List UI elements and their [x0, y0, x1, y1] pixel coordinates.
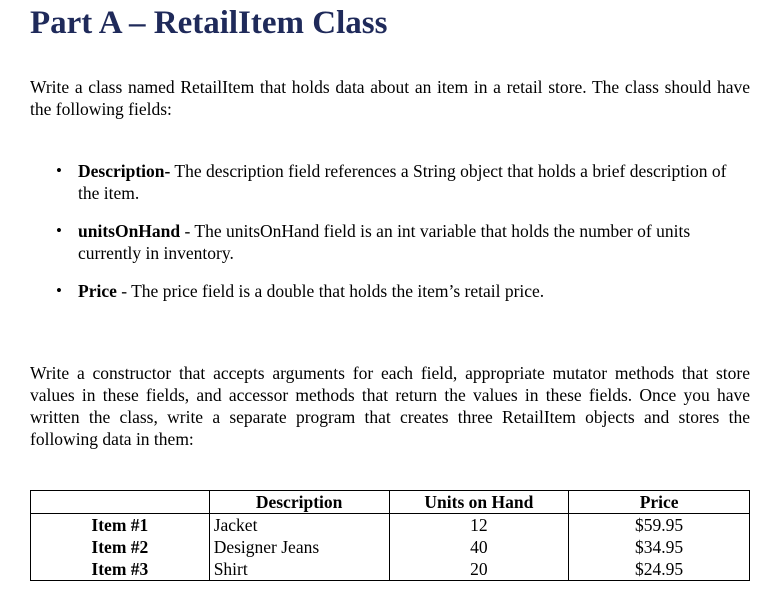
- field-text: The description field references a String object that holds a brief description of the item.: [78, 161, 727, 203]
- cell-description: Designer Jeans: [209, 536, 389, 558]
- table-header-description: Description: [209, 491, 389, 514]
- cell-units: 40: [389, 536, 569, 558]
- table-row: [31, 514, 750, 537]
- constructor-paragraph: Write a constructor that accepts arguments for each field, appropriate mutator methods that store values in these fields, and accessor methods that return the values in these fields. Once you have written the class, write a separate program that creates three RetailItem objects and stores the following data in them:: [30, 363, 750, 449]
- field-item-units-on-hand: [0, 220, 781, 264]
- row-label: Item #3: [31, 558, 210, 581]
- bullet-icon: •: [56, 221, 62, 240]
- intro-paragraph: Write a class named RetailItem that holds data about an item in a retail store. The class should have the following fields:: [30, 77, 750, 119]
- table-header-price: Price: [569, 491, 750, 514]
- table-row: [31, 536, 750, 558]
- table-row: [31, 558, 750, 581]
- field-name: Price: [78, 281, 117, 301]
- field-name: Description-: [78, 161, 171, 181]
- field-item-price: [0, 280, 781, 302]
- table-header-blank: [31, 491, 210, 514]
- cell-units: 12: [389, 514, 569, 537]
- page-title: Part A – RetailItem Class: [30, 5, 388, 41]
- cell-description: Jacket: [209, 514, 389, 537]
- cell-description: Shirt: [209, 558, 389, 581]
- field-item-description: [0, 160, 781, 204]
- bullet-icon: •: [56, 161, 62, 180]
- table-header-units: Units on Hand: [389, 491, 569, 514]
- cell-price: $24.95: [569, 558, 750, 581]
- field-name: unitsOnHand: [78, 221, 181, 241]
- item-data-table: [30, 490, 750, 581]
- cell-units: 20: [389, 558, 569, 581]
- cell-price: $34.95: [569, 536, 750, 558]
- table-header-row: [31, 491, 750, 514]
- field-text: - The unitsOnHand field is an int variable that holds the number of units currently in inventory.: [78, 221, 691, 263]
- field-list: [0, 160, 781, 318]
- field-text: - The price field is a double that holds the item’s retail price.: [116, 281, 545, 301]
- bullet-icon: •: [56, 281, 62, 300]
- row-label: Item #1: [31, 514, 210, 537]
- row-label: Item #2: [31, 536, 210, 558]
- cell-price: $59.95: [569, 514, 750, 537]
